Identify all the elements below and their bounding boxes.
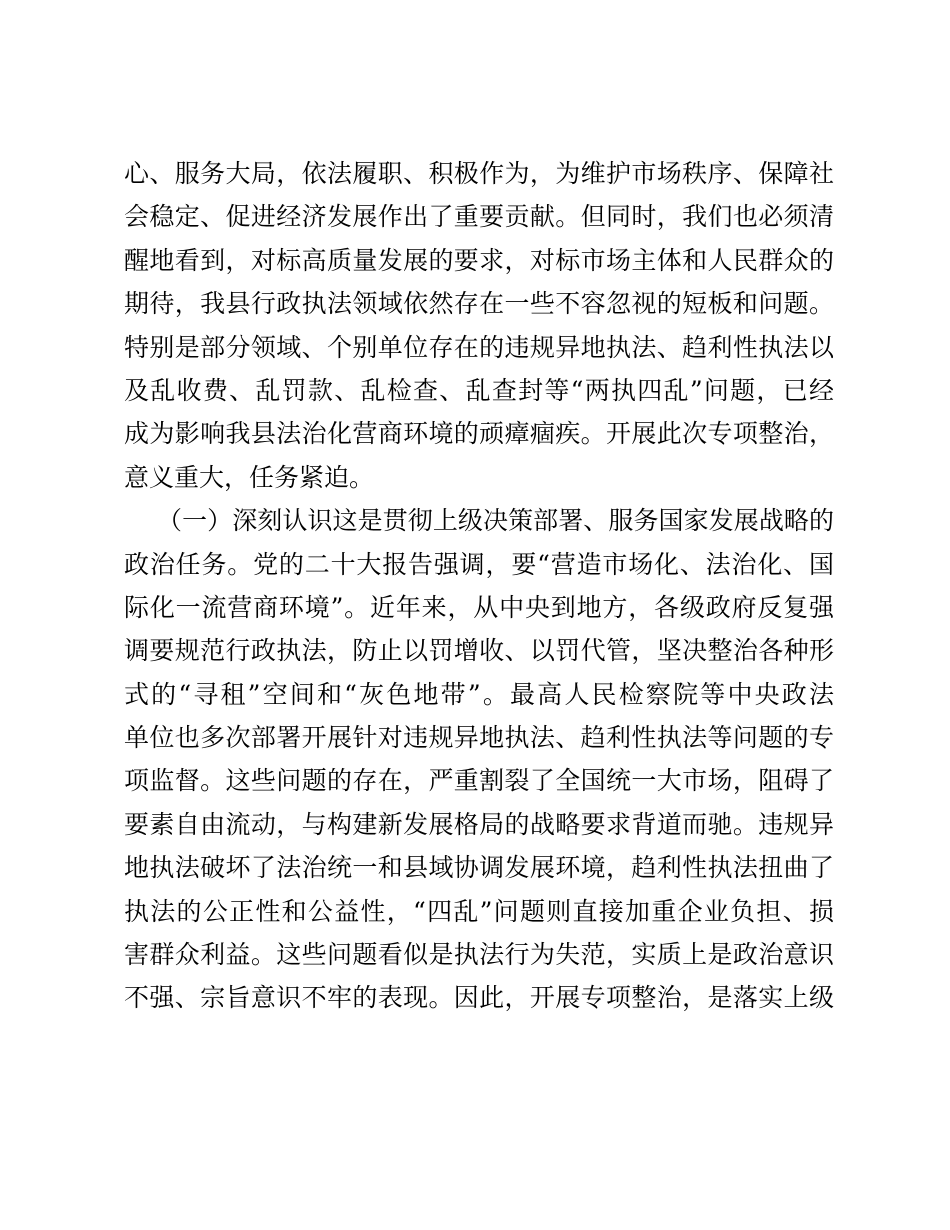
document-body: [124, 152, 834, 1020]
paragraph-line: 心、服务大局，依法履职、积极作为，为维护市场秩序、保障社: [124, 159, 834, 188]
paragraph-line: 际化一流营商环境”。近年来，从中央到地方，各级政府反复强: [124, 592, 834, 622]
paragraph-line: 期待，我县行政执法领域依然存在一些不容忽视的短板和问题。: [124, 289, 834, 319]
section-heading: （一）深刻认识这是贯彻上级决策部署、服务国家发展战略的: [157, 506, 834, 536]
paragraph-line: 成为影响我县法治化营商环境的顽瘴痼疾。开展此次专项整治，: [124, 419, 834, 449]
paragraph-line: 醒地看到，对标高质量发展的要求，对标市场主体和人民群众的: [124, 245, 834, 275]
paragraph-line: 特别是部分领域、个别单位存在的违规异地执法、趋利性执法以: [124, 332, 834, 362]
section-heading-end: 政治任务。: [124, 549, 254, 579]
paragraph-line: 式的“寻租”空间和“灰色地带”。最高人民检察院等中央政法: [124, 679, 834, 709]
paragraph-line: 害群众利益。这些问题看似是执法行为失范，实质上是政治意识: [124, 940, 834, 970]
paragraph-line: [124, 543, 834, 586]
section-heading-line: [124, 499, 834, 542]
paragraph-text: 党的二十大报告强调，要“营造市场化、法治化、国: [253, 549, 834, 579]
paragraph-line: 及乱收费、乱罚款、乱检查、乱查封等“两执四乱”问题，已经: [124, 375, 834, 405]
paragraph-line: 地执法破坏了法治统一和县域协调发展环境，趋利性执法扭曲了: [124, 853, 834, 883]
paragraph-line: 单位也多次部署开展针对违规异地执法、趋利性执法等问题的专: [124, 723, 834, 753]
paragraph-line: 项监督。这些问题的存在，严重割裂了全国统一大市场，阻碍了: [124, 766, 834, 796]
paragraph-line: 执法的公正性和公益性，“四乱”问题则直接加重企业负担、损: [124, 896, 834, 926]
paragraph-line: 调要规范行政执法，防止以罚增收、以罚代管，坚决整治各种形: [124, 636, 834, 666]
paragraph-line: 会稳定、促进经济发展作出了重要贡献。但同时，我们也必须清: [124, 202, 834, 232]
paragraph-line: 要素自由流动，与构建新发展格局的战略要求背道而驰。违规异: [124, 809, 834, 839]
paragraph-line: 不强、宗旨意识不牢的表现。因此，开展专项整治，是落实上级: [124, 983, 834, 1013]
paragraph-line: 意义重大，任务紧迫。: [124, 462, 375, 492]
